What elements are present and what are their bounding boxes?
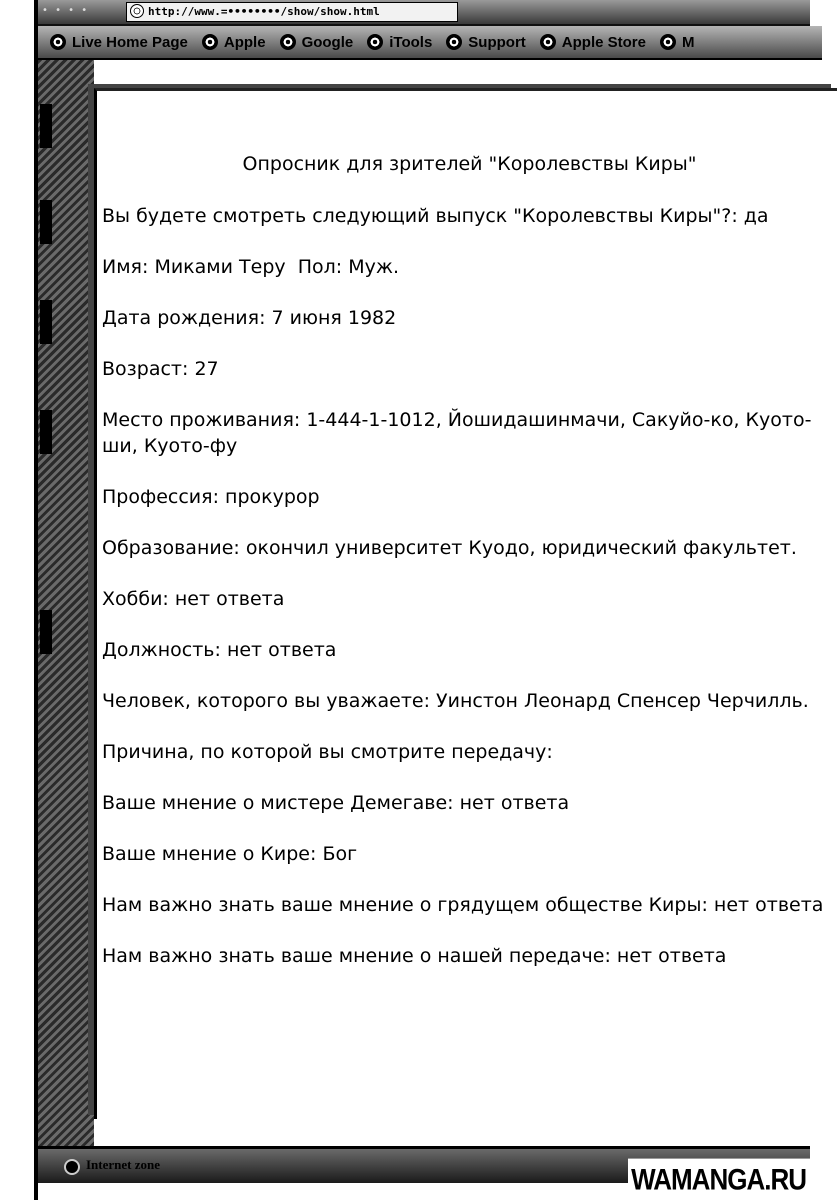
bookmark-itools[interactable]: iTools (367, 34, 432, 51)
zone-icon (64, 1159, 80, 1175)
sidebar-tab[interactable] (40, 200, 52, 244)
form-row-show-opinion: Нам важно знать ваше мнение о нашей передаче: нет ответа (102, 945, 727, 967)
window-controls: • • • • (42, 5, 90, 16)
bookmarks-bar (38, 26, 822, 60)
survey-form (97, 153, 837, 969)
globe-icon (130, 4, 144, 18)
sidebar (38, 60, 94, 1160)
form-row-education: Образование: окончил университет Куодо, юридический факультет. (102, 537, 797, 559)
address-url: http://www.=••••••••/show/show.html (148, 5, 380, 18)
form-row-reason: Причина, по которой вы смотрите передачу: (102, 741, 553, 763)
form-row-hobby: Хобби: нет ответа (102, 588, 285, 610)
form-row-respected-person: Человек, которого вы уважаете: Уинстон Леонард Спенсер Черчилль. (102, 690, 809, 712)
globe-icon (280, 34, 296, 50)
bookmark-support[interactable]: Support (446, 34, 526, 51)
globe-icon (660, 34, 676, 50)
browser-window (38, 0, 824, 1200)
sidebar-tab[interactable] (40, 104, 52, 148)
page-content (94, 88, 837, 1119)
watermark: WAMANGA.RU (628, 1159, 810, 1200)
address-bar[interactable] (126, 2, 458, 22)
bookmark-google[interactable]: Google (280, 34, 354, 51)
globe-icon (202, 34, 218, 50)
form-title: Опросник для зрителей "Королевствы Киры" (242, 153, 697, 175)
form-row-watch-next: Вы будете смотреть следующий выпуск "Королевствы Киры"?: да (102, 205, 769, 227)
bookmark-live-home-page[interactable]: Live Home Page (50, 34, 188, 51)
form-row-profession: Профессия: прокурор (102, 486, 320, 508)
bookmark-m[interactable]: M (660, 34, 695, 51)
globe-icon (50, 34, 66, 50)
bookmark-apple[interactable]: Apple (202, 34, 266, 51)
bookmark-apple-store[interactable]: Apple Store (540, 34, 646, 51)
status-text: Internet zone (86, 1157, 161, 1172)
globe-icon (446, 34, 462, 50)
globe-icon (540, 34, 556, 50)
page-margin (0, 0, 38, 1200)
form-row-age: Возраст: 27 (102, 358, 219, 380)
sidebar-tab[interactable] (40, 300, 52, 344)
form-row-name: Имя: Миками Теру Пол: Муж. (102, 256, 399, 278)
form-row-society-opinion: Нам важно знать ваше мнение о грядущем обществе Киры: нет ответа (102, 894, 824, 916)
form-row-position: Должность: нет ответа (102, 639, 337, 661)
form-row-address: Место проживания: 1-444-1-1012, Йошидашинмачи, Сакуйо-ко, Куото-ши, Куото-фу (102, 409, 812, 457)
sidebar-tab[interactable] (40, 610, 52, 654)
globe-icon (367, 34, 383, 50)
form-row-birthdate: Дата рождения: 7 июня 1982 (102, 307, 397, 329)
form-row-demegawa-opinion: Ваше мнение о мистере Демегаве: нет ответа (102, 792, 570, 814)
sidebar-tab[interactable] (40, 410, 52, 454)
title-bar (38, 0, 810, 26)
form-row-kira-opinion: Ваше мнение о Кире: Бог (102, 843, 358, 865)
